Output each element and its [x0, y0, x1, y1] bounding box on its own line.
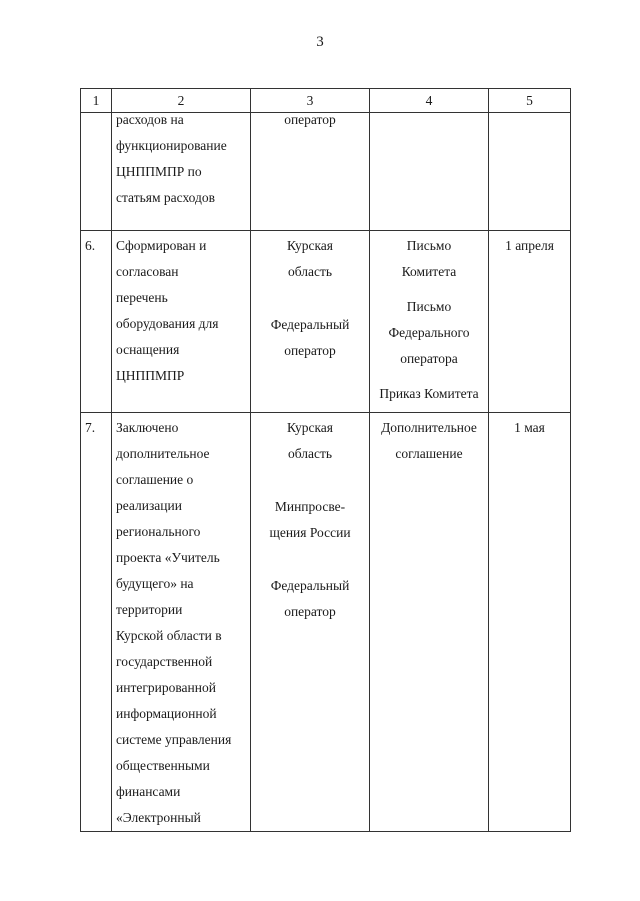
event-line: территории — [116, 602, 183, 617]
event-line: государственной — [116, 654, 213, 669]
event-line: ЦНППМПР по — [116, 164, 202, 179]
responsible-line: Минпросве- — [274, 499, 346, 514]
event-line: регионального — [116, 524, 201, 539]
date-cell — [489, 231, 571, 413]
event-line: статьям расходов — [116, 190, 216, 205]
responsible-line: Федеральный — [270, 317, 350, 332]
event-line: функционирование — [116, 138, 227, 153]
plan-table — [80, 88, 571, 832]
responsible-cell — [251, 413, 370, 832]
event-line: согласован — [116, 264, 179, 279]
responsible-line: Курская — [286, 238, 334, 253]
event-line: будущего» на — [116, 576, 194, 591]
document-line: Комитета — [401, 264, 457, 279]
event-line: проекта «Учитель — [116, 550, 220, 565]
row-number: 7. — [85, 420, 96, 435]
header-cell-2: 2 — [112, 89, 251, 113]
event-line: дополнительное — [116, 446, 210, 461]
responsible-line: щения России — [269, 525, 351, 540]
document-line: Письмо — [406, 299, 452, 314]
document-line: Федерального — [388, 325, 470, 340]
page-number: 3 — [316, 34, 324, 50]
event-line: интегрированной — [116, 680, 216, 695]
date-cell — [489, 113, 571, 231]
event-cell — [112, 231, 251, 413]
document-line: Приказ Комитета — [379, 386, 479, 401]
header-cell-4: 4 — [370, 89, 489, 113]
event-line: информационной — [116, 706, 217, 721]
event-line: перечень — [116, 290, 168, 305]
event-line: оснащения — [116, 342, 180, 357]
row-number: 6. — [85, 238, 96, 253]
header-cell-3: 3 — [251, 89, 370, 113]
date-cell — [489, 413, 571, 832]
responsible-line: область — [287, 446, 333, 461]
document-line: соглашение — [395, 446, 463, 461]
row-number-cell — [81, 413, 112, 832]
event-line: Сформирован и — [116, 238, 207, 253]
responsible-line: Курская — [286, 420, 334, 435]
document-cell — [370, 413, 489, 832]
header-cell-1: 1 — [81, 89, 112, 113]
event-line: соглашение о — [116, 472, 194, 487]
event-line: общественными — [116, 758, 210, 773]
table-row — [81, 413, 571, 832]
row-number-cell — [81, 231, 112, 413]
responsible-line: оператор — [284, 604, 336, 619]
responsible-line: оператор — [284, 343, 336, 358]
event-line: расходов на — [116, 112, 184, 127]
table-row — [81, 231, 571, 413]
event-line: финансами — [116, 784, 181, 799]
responsible-line: оператор — [284, 112, 336, 127]
document-cell — [370, 231, 489, 413]
event-cell — [112, 413, 251, 832]
event-line: «Электронный — [116, 810, 201, 825]
event-line: Заключено — [116, 420, 179, 435]
event-line: оборудования для — [116, 316, 219, 331]
event-cell — [112, 113, 251, 231]
table-row — [81, 113, 571, 231]
document-cell — [370, 113, 489, 231]
header-cell-5: 5 — [489, 89, 571, 113]
document-line: оператора — [400, 351, 458, 366]
date-value: 1 апреля — [505, 238, 554, 253]
document-line: Дополнительное — [381, 420, 477, 435]
date-value: 1 мая — [514, 420, 545, 435]
row-number-cell — [81, 113, 112, 231]
document-line: Письмо — [406, 238, 452, 253]
responsible-line: Федеральный — [270, 578, 350, 593]
responsible-cell — [251, 113, 370, 231]
event-line: реализации — [116, 498, 182, 513]
responsible-cell — [251, 231, 370, 413]
event-line: Курской области в — [116, 628, 222, 643]
responsible-line: область — [287, 264, 333, 279]
event-line: ЦНППМПР — [116, 368, 185, 383]
event-line: системе управления — [116, 732, 232, 747]
